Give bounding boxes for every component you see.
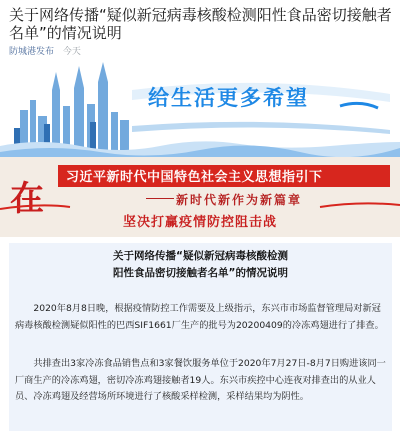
headline-red-bar <box>58 165 390 187</box>
body-paragraph-2: 共排查出3家冷冻食品销售点和3家餐饮服务单位于2020年7月27日-8月7日购进该同一厂商生产的冷冻鸡翅，密切冷冻鸡翅接触者19人。东兴市疾控中心连夜对排查出的从业人员、冷冻鸡翅及经营场所环境进行了核酸采样检测，采样结果均为阴性。 <box>15 358 386 402</box>
epidemic-slogan: 坚决打赢疫情防控阻击战 <box>122 215 277 230</box>
publish-time: 今天 <box>62 47 81 57</box>
article-title: 关于网络传播“疑似新冠病毒核酸检测阳性食品密切接触者名单”的情况说明 <box>9 6 392 42</box>
source-account-link[interactable]: 防城港发布 <box>9 47 55 57</box>
party-subline: 新时代新作为新篇章 <box>176 193 303 207</box>
article-meta <box>9 44 81 57</box>
life-hope-banner <box>0 60 400 157</box>
subtitle-line-2: 阳性食品密切接触者名单”的情况说明 <box>113 267 288 279</box>
subline-divider <box>146 198 174 199</box>
party-slogan-banner <box>0 157 400 237</box>
hope-slogan: 给生活更多希望 <box>148 86 309 110</box>
body-subtitle <box>9 248 392 282</box>
subtitle-line-1: 关于网络传播“疑似新冠病毒核酸检测 <box>113 250 288 262</box>
party-headline: 习近平新时代中国特色社会主义思想指引下 <box>66 170 323 185</box>
big-character: 在 <box>10 179 44 219</box>
body-paragraph-1: 2020年8月8日晚，根据疫情防控工作需要及上级指示，东兴市市场监督管理局对新冠病毒核酸检测疑似阳性的巴西SIF1661厂生产的批号为20200409的冷冻鸡翅进行了排查。 <box>15 303 384 331</box>
article-body-card <box>9 243 392 431</box>
